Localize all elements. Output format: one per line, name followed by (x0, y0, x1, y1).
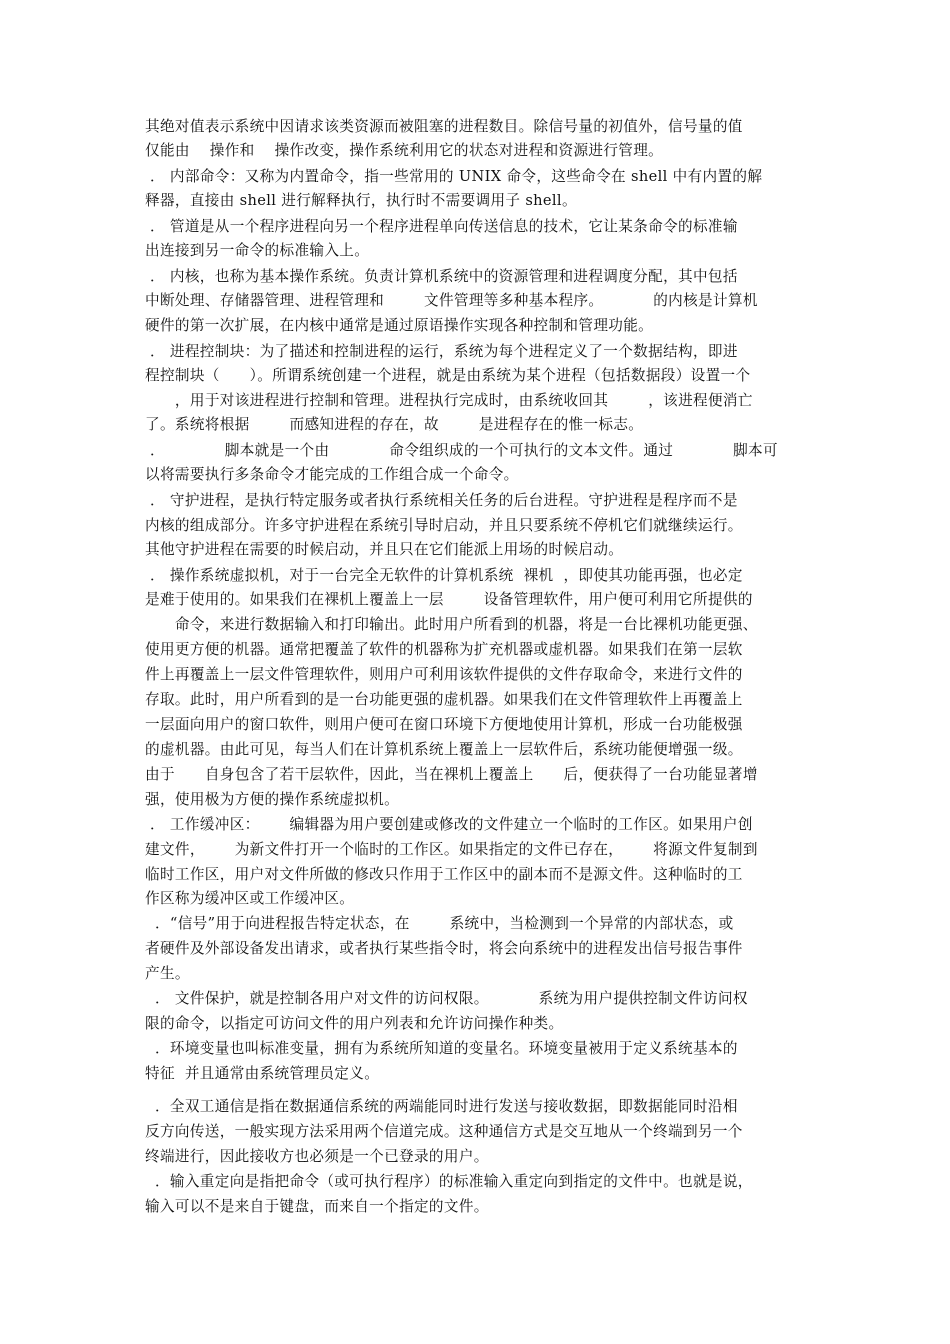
text-line: 使用更方便的机器。通常把覆盖了软件的机器称为扩充机器或虚机器。如果我们在第一层软 (145, 641, 743, 658)
text-line: 程控制块（ ）。所谓系统创建一个进程，就是由系统为某个进程（包括数据段）设置一个 (145, 367, 751, 384)
text-line: 临时工作区，用户对文件所做的修改只作用于工作区中的副本而不是源文件。这种临时的工 (145, 866, 743, 883)
text-line: 输入可以不是来自于键盘，而来自一个指定的文件。 (145, 1198, 489, 1215)
text-line: 强，使用极为方便的操作系统虚拟机。 (145, 791, 400, 808)
text-line: ．全双工通信是指在数据通信系统的两端能同时进行发送与接收数据，即数据能同时沿相 (145, 1098, 738, 1115)
text-line: 命令，来进行数据输入和打印输出。此时用户所看到的机器，将是一台比裸机功能更强、 (145, 616, 758, 633)
text-line: 建文件， 为新文件打开一个临时的工作区。如果指定的文件已存在， 将源文件复制到 (145, 841, 758, 858)
text-line: ．环境变量也叫标准变量，拥有为系统所知道的变量名。环境变量被用于定义系统基本的 (145, 1040, 738, 1057)
text-line: 存取。此时，用户所看到的是一台功能更强的虚机器。如果我们在文件管理软件上再覆盖上 (145, 691, 743, 708)
text-line: 反方向传送，一般实现方法采用两个信道完成。这种通信方式是交互地从一个终端到另一个 (145, 1123, 743, 1140)
text-line: ． 工作缓冲区： 编辑器为用户要创建或修改的文件建立一个临时的工作区。如果用户创 (145, 816, 753, 833)
text-line: 一层面向用户的窗口软件，则用户便可在窗口环境下方便地使用计算机，形成一台功能极强 (145, 716, 743, 733)
text-line: 中断处理、存储器管理、进程管理和 文件管理等多种基本程序。 的内核是计算机 (145, 292, 758, 309)
text-line: 限的命令，以指定可访问文件的用户列表和允许访问操作种类。 (145, 1015, 564, 1032)
text-line: 仅能由 操作和 操作改变，操作系统利用它的状态对进程和资源进行管理。 (145, 142, 664, 159)
text-line: 由于 自身包含了若干层软件，因此，当在裸机上覆盖上 后，便获得了一台功能显著增 (145, 766, 758, 783)
text-line: ． 操作系统虚拟机，对于一台完全无软件的计算机系统 裸机 ，即使其功能再强，也必定 (145, 567, 743, 584)
text-line: ．输入重定向是指把命令（或可执行程序）的标准输入重定向到指定的文件中。也就是说， (145, 1173, 753, 1190)
text-line: 出连接到另一命令的标准输入上。 (145, 242, 370, 259)
text-line: 释器，直接由 shell 进行解释执行，执行时不需要调用子 shell。 (145, 192, 577, 209)
text-line: 者硬件及外部设备发出请求，或者执行某些指令时，将会向系统中的进程发出信号报告事件 (145, 940, 743, 957)
text-line: ． 内部命令：又称为内置命令，指一些常用的 UNIX 命令，这些命令在 shell 中有内置的解 (145, 168, 763, 185)
text-line: 特征 并且通常由系统管理员定义。 (145, 1065, 380, 1082)
text-line: 件上再覆盖上一层文件管理软件，则用户可利用该软件提供的文件存取命令，来进行文件的 (145, 666, 743, 683)
text-line: 其绝对值表示系统中因请求该类资源而被阻塞的进程数目。除信号量的初值外，信号量的值 (145, 118, 743, 135)
text-line: 的虚机器。由此可见，每当人们在计算机系统上覆盖上一层软件后，系统功能便增强一级。 (145, 741, 743, 758)
text-line: 终端进行，因此接收方也必须是一个已登录的用户。 (145, 1148, 489, 1165)
text-line: ． 管道是从一个程序进程向另一个程序进程单向传送信息的技术，它让某条命令的标准输 (145, 218, 738, 235)
text-line: ，用于对该进程进行控制和管理。进程执行完成时，由系统收回其 ，该进程便消亡 (145, 392, 753, 409)
text-line: 其他守护进程在需要的时候启动，并且只在它们能派上用场的时候启动。 (145, 541, 624, 558)
text-line: ． 内核，也称为基本操作系统。负责计算机系统中的资源管理和进程调度分配，其中包括 (145, 268, 738, 285)
text-line: ．“信号”用于向进程报告特定状态，在 系统中，当检测到一个异常的内部状态，或 (145, 915, 734, 932)
text-line: 产生。 (145, 965, 190, 982)
text-line: 作区称为缓冲区或工作缓冲区。 (145, 890, 355, 907)
text-line: 内核的组成部分。许多守护进程在系统引导时启动，并且只要系统不停机它们就继续运行。 (145, 517, 743, 534)
text-line: ． 进程控制块：为了描述和控制进程的运行，系统为每个进程定义了一个数据结构，即进 (145, 343, 738, 360)
text-line: ． 文件保护，就是控制各用户对文件的访问权限。 系统为用户提供控制文件访问权 (145, 990, 748, 1007)
text-line: 硬件的第一次扩展，在内核中通常是通过原语操作实现各种控制和管理功能。 (145, 317, 654, 334)
text-line: ． 守护进程，是执行特定服务或者执行系统相关任务的后台进程。守护进程是程序而不是 (145, 492, 738, 509)
text-line: ． 脚本就是一个由 命令组织成的一个可执行的文本文件。通过 脚本可 (145, 442, 778, 459)
text-line: 是难于使用的。如果我们在裸机上覆盖上一层 设备管理软件，用户便可利用它所提供的 (145, 591, 753, 608)
text-line: 以将需要执行多条命令才能完成的工作组合成一个命令。 (145, 466, 519, 483)
text-line: 了。系统将根据 而感知进程的存在，故 是进程存在的惟一标志。 (145, 416, 644, 433)
